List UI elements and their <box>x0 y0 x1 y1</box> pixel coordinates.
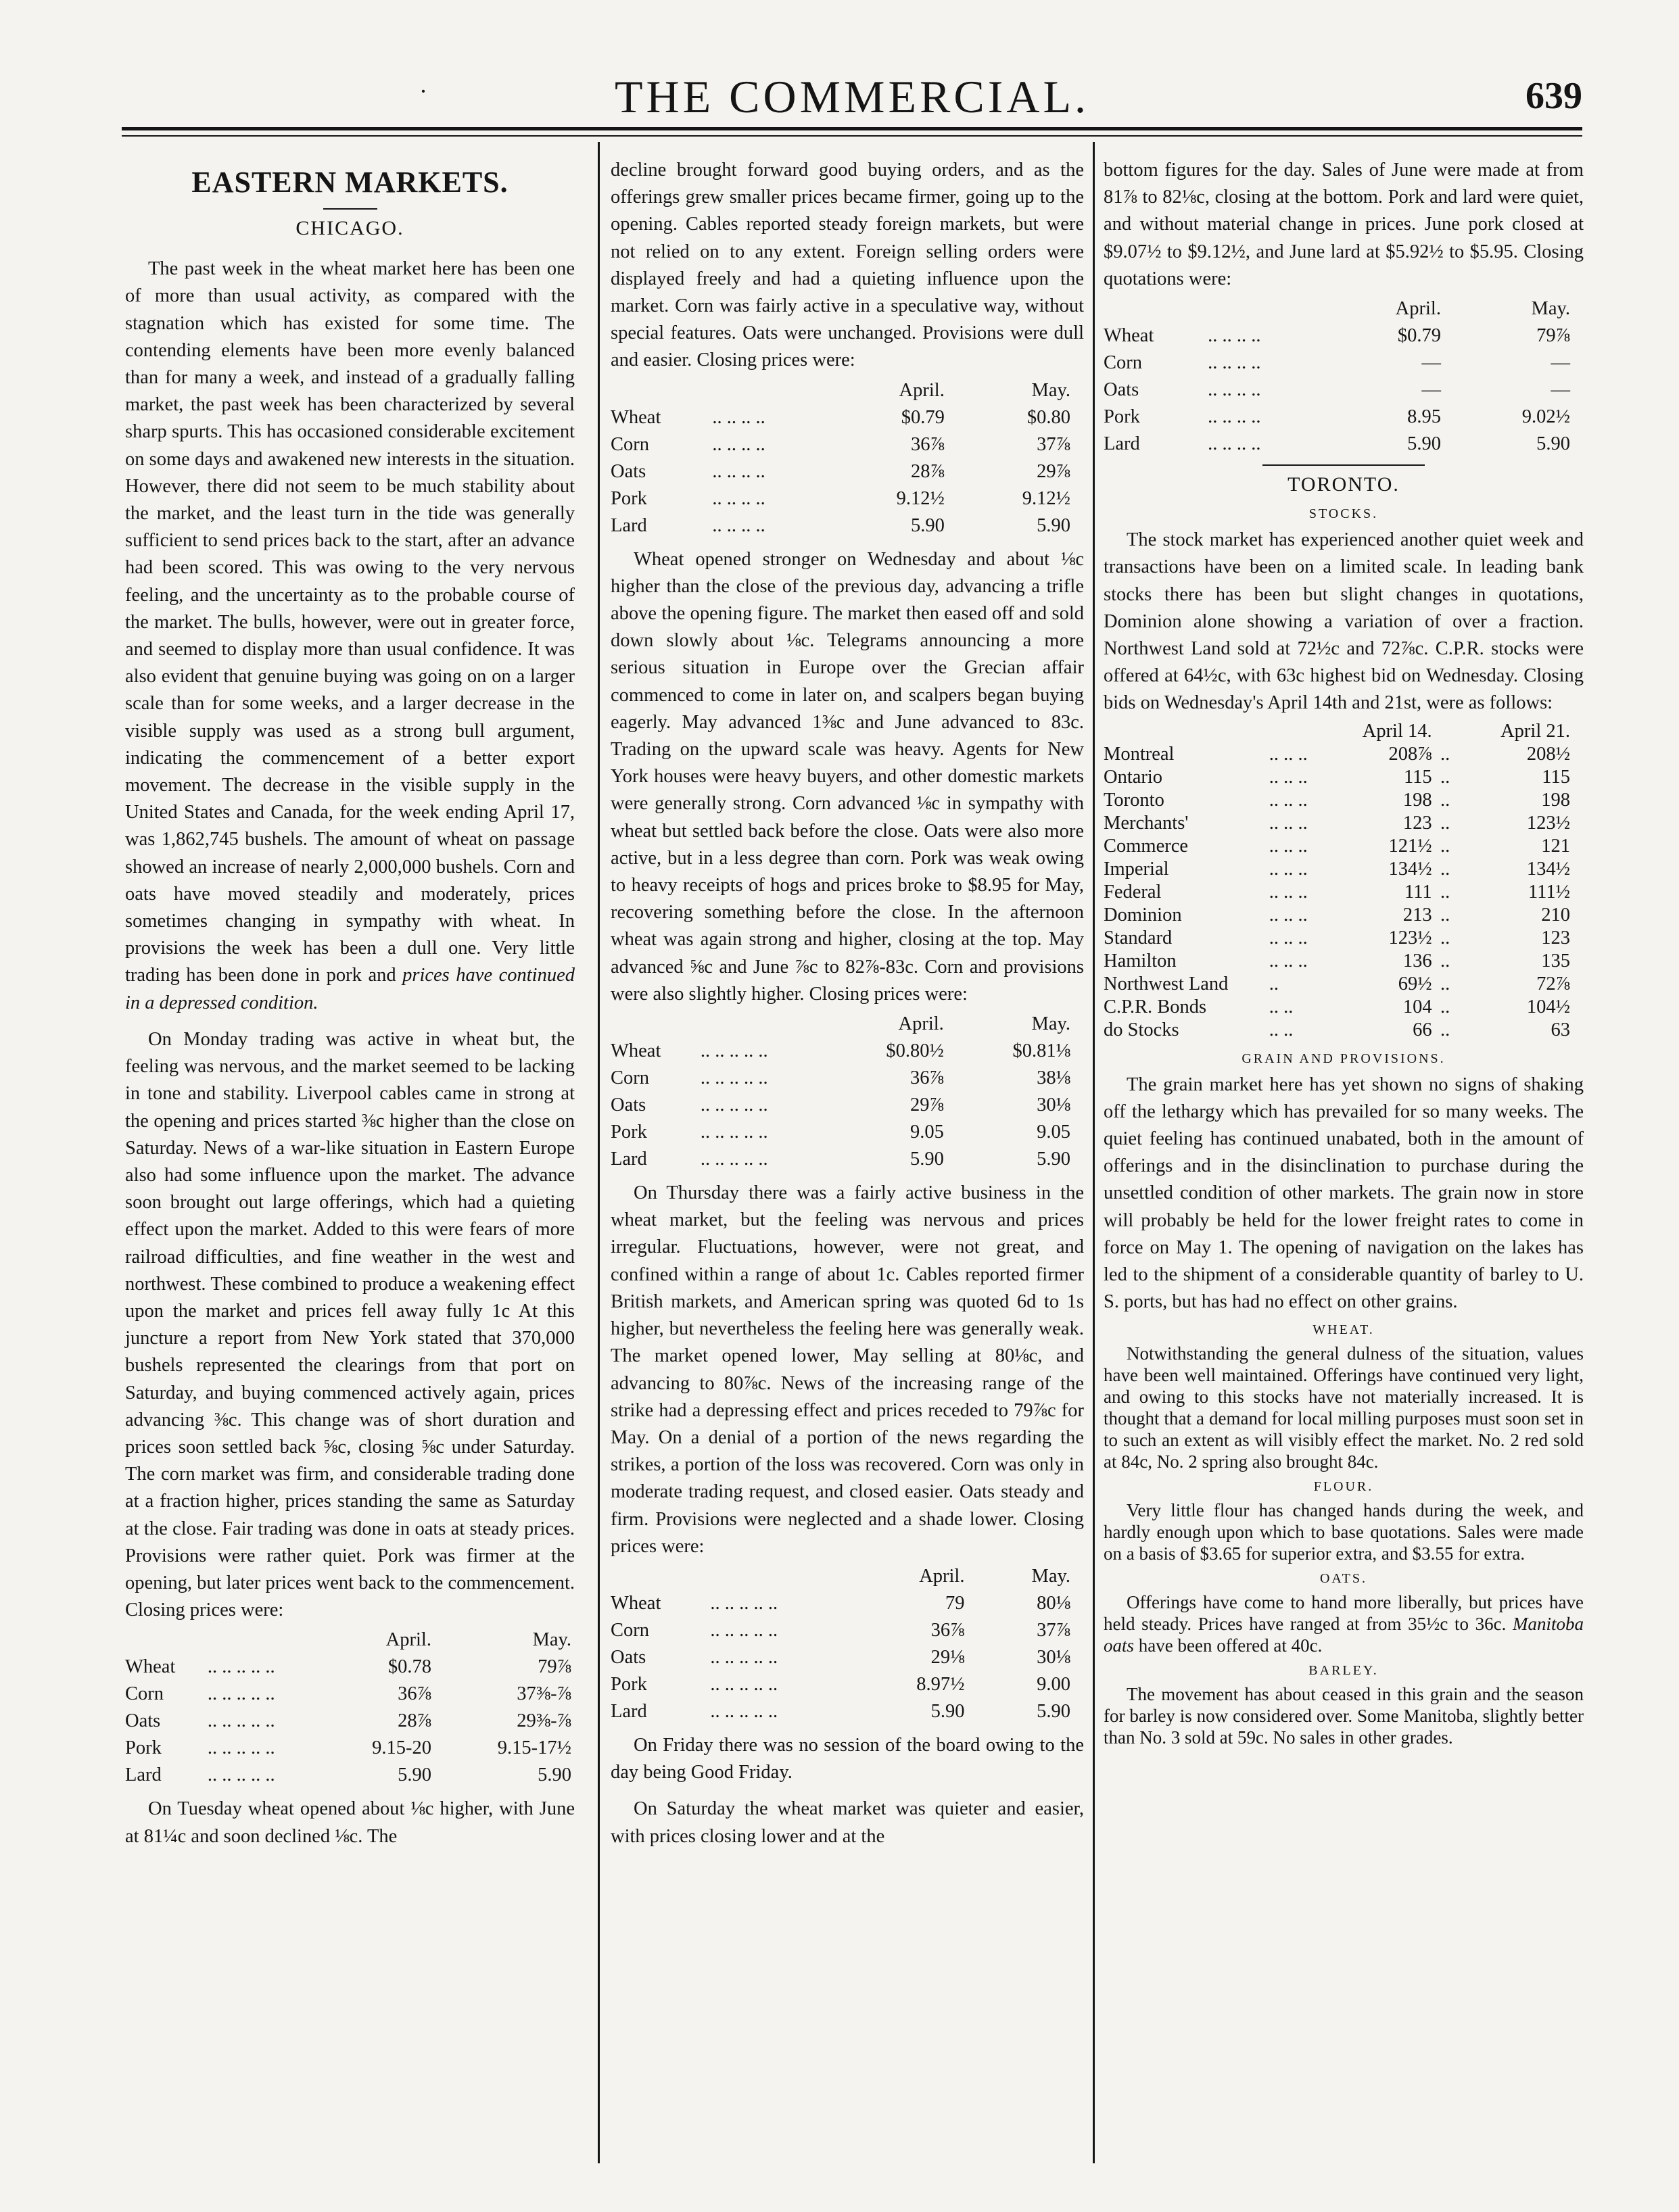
leader-dots: .. .. .. .. .. <box>710 1700 778 1722</box>
may-value: 79⅞ <box>538 1656 571 1678</box>
april-value: — <box>1421 352 1441 374</box>
leader-dots: .. .. .. .. <box>1208 406 1261 428</box>
may-value: 5.90 <box>538 1764 571 1786</box>
leader-dots: .. <box>1440 789 1450 811</box>
masthead-dot: · <box>419 78 427 105</box>
stock-name: Montreal <box>1104 743 1175 765</box>
april-21-bid: 210 <box>1541 904 1570 925</box>
leader-dots: .. .. .. <box>1269 927 1308 948</box>
table-row <box>125 1762 571 1789</box>
row-label: Lard <box>611 514 647 536</box>
column-header: April. <box>898 1013 944 1035</box>
column-header: April. <box>385 1629 431 1651</box>
april-value: 79 <box>945 1592 965 1614</box>
paragraph: Notwithstanding the general dulness of the situation, values have been well maintained. Offerings have continued very light, and owing to this stocks have not materially increased. It is thought that a demand for local milling purposes must soon set in to such an extent as will visibly effect the market. No. 2 red sold at 84c, No. 2 spring also brought 84c. <box>1104 1343 1584 1472</box>
april-21-bid: 115 <box>1542 766 1570 788</box>
leader-dots: .. <box>1440 950 1450 971</box>
column-header: April 14. <box>1362 720 1432 742</box>
leader-dots: .. <box>1440 812 1450 834</box>
row-label: Oats <box>611 1095 646 1116</box>
table-row <box>611 1038 1070 1065</box>
april-21-bid: 111½ <box>1528 881 1570 903</box>
april-value: 5.90 <box>910 514 945 536</box>
paragraph: Offerings have come to hand more liberally, but prices have held steady. Prices have ranged at from 35½c to 36c. Manitoba oats have been offered at 40c. <box>1104 1592 1584 1656</box>
stock-name: Toronto <box>1104 789 1164 811</box>
april-value: 8.97½ <box>916 1673 965 1695</box>
may-value: 79⅞ <box>1536 325 1570 347</box>
table-row <box>1104 766 1570 789</box>
april-21-bid: 123½ <box>1526 812 1570 834</box>
table-row <box>1104 835 1570 858</box>
table-row <box>611 1146 1070 1173</box>
leader-dots: .. <box>1440 996 1450 1017</box>
city-heading-toronto: TORONTO. <box>1287 473 1400 496</box>
stock-name: Ontario <box>1104 766 1163 788</box>
paragraph: On Tuesday wheat opened about ⅛c higher, with June at 81¼c and soon declined ⅛c. The <box>125 1798 575 1847</box>
april-14-bid: 134½ <box>1388 858 1432 880</box>
leader-dots: .. .. .. .. .. <box>700 1040 768 1062</box>
paragraph: The stock market has experienced another quiet week and transactions have been on a limited scale. In leading bank stocks there has been but slight changes in quotations, Dominion alone showing a variation of over a fraction. Northwest Land sold at 72½c and 72⅞c. C.P.R. stocks were offered at 64½c, with 63c highest bid on Wednesday. Closing bids on Wednesday's April 14th and 21st, were as follows: <box>1104 529 1584 714</box>
row-label: Pork <box>611 487 647 509</box>
stock-name: Dominion <box>1104 904 1182 925</box>
leader-dots: .. .. .. .. .. <box>207 1683 275 1705</box>
column-header: May. <box>1031 1565 1070 1587</box>
row-label: Pork <box>1104 406 1140 428</box>
leader-dots: .. <box>1440 881 1450 903</box>
table-row <box>1104 904 1570 927</box>
subheading-stocks: STOCKS. <box>1308 506 1379 522</box>
april-value: 5.90 <box>930 1700 965 1722</box>
leader-dots: .. .. .. .. .. <box>700 1067 768 1089</box>
table-row <box>611 1092 1070 1119</box>
paragraph: decline brought forward good buying orders, and as the offerings grew smaller prices became firmer, going up to the opening. Cables reported steady foreign markets, but were not relied on to any extent. Foreign selling orders were displayed freely and had a quieting influence upon the market. Corn was fairly active in a speculative way, without special features. Oats were unchanged. Provisions were dull and easier. Closing prices were: <box>611 160 1084 371</box>
leader-dots: .. .. .. .. .. <box>207 1656 275 1678</box>
column-3 <box>1104 157 1584 1748</box>
paragraph: Very little flour has changed hands during the week, and hardly enough upon which to base quotations. Sales were made on a basis of $3.65 for superior extra, and $3.55 for extra. <box>1104 1500 1584 1564</box>
paragraph: The grain market here has yet shown no signs of shaking off the lethargy which has prevailed for so many weeks. The quiet feeling has continued unabated, both in the amount of offerings and in the disinclination to purchase during the unsettled condition of other markets. The grain now in store will probably be held for the lower freight rates to come in force on May 1. The opening of navigation on the lakes has led to the shipment of a considerable quantity of barley to U. S. ports, but has had no effect on other grains. <box>1104 1074 1584 1313</box>
leader-dots: .. .. .. .. .. <box>710 1646 778 1668</box>
april-14-bid: 104 <box>1402 996 1432 1017</box>
leader-dots: .. .. .. .. .. <box>700 1149 768 1170</box>
may-value: 37⅜-⅞ <box>517 1683 571 1705</box>
column-rule-2 <box>1093 142 1095 2163</box>
row-label: Corn <box>611 1067 649 1089</box>
may-value: 30⅛ <box>1037 1646 1070 1668</box>
april-21-bid: 135 <box>1541 950 1570 971</box>
paragraph: On Monday trading was active in wheat but, the feeling was nervous, and the market seemed to be lacking in tone and stability. Liverpool cables came in strong at the opening and prices started ⅜c higher than the close on Saturday. News of a war-like situation in Eastern Europe also had some influence upon the market. The advance soon brought out large offerings, which had a quieting effect upon the market. Added to this were fears of more railroad difficulties, and fine weather in the west and northwest. These combined to produce a weakening effect upon the market and prices fell away fully 1c At this juncture a report from New York stated that 370,000 bushels represented the clearings from that port on Saturday, and buying commenced actively again, prices advancing ⅜c. This change was of short duration and prices soon settled back ⅝c, closing ⅝c under Saturday. The corn market was firm, and considerable trading done at a fraction higher, prices standing the same as Saturday at the close. Fair trading was done in oats at steady prices. Provisions were rather quiet. Pork was firmer at the opening, but later prices went back to the commencement. Closing prices were: <box>125 1028 575 1621</box>
column-2 <box>611 157 1084 1850</box>
table-row <box>1104 431 1570 458</box>
leader-dots: .. .. .. .. .. <box>700 1095 768 1116</box>
column-1 <box>125 157 575 1850</box>
may-value: — <box>1551 352 1570 374</box>
april-value: 8.95 <box>1407 406 1441 428</box>
closing-prices-table <box>125 1627 571 1789</box>
section-rule <box>1262 464 1425 466</box>
heading-rule <box>323 208 377 210</box>
may-value: 9.05 <box>1037 1122 1070 1143</box>
april-value: 36⅞ <box>398 1683 431 1705</box>
may-value: 37⅞ <box>1037 1619 1070 1641</box>
table-row <box>611 485 1070 512</box>
paragraph: Wheat opened stronger on Wednesday and about ⅛c higher than the close of the previous day, advancing a trifle above the opening figure. The market then eased off and sold down slowly about ⅛c. Telegrams announcing a more serious situation in Europe over the Grecian affair commenced to come in later on, and scalpers began buying eagerly. May advanced 1⅜c and June advanced to 83c. Trading on the upward scale was heavy. Agents for New York houses were heavy buyers, and other domestic markets were generally strong. Corn advanced ⅛c in sympathy with wheat but settled back before the close. Oats were also more active, but in a less degree than corn. Pork was weak owing to heavy receipts of hogs and prices broke to $8.95 for May, recovering something before the close. In the afternoon wheat was again strong and higher, closing at the top. May advanced ⅝c and June ⅞c to 82⅞-83c. Corn and provisions were also slightly higher. Closing prices were: <box>611 548 1084 1005</box>
table-row <box>611 512 1070 539</box>
column-header: April 21. <box>1500 720 1570 742</box>
april-value: 29⅛ <box>930 1646 965 1668</box>
subheading-wheat: WHEAT. <box>1313 1322 1375 1338</box>
leader-dots: .. <box>1440 835 1450 857</box>
table-row <box>1104 322 1570 350</box>
april-21-bid: 72⅞ <box>1536 973 1570 994</box>
row-label: Wheat <box>611 1040 661 1062</box>
leader-dots: .. .. .. .. .. <box>710 1619 778 1641</box>
stock-name: Merchants' <box>1104 812 1189 834</box>
table-row <box>611 404 1070 431</box>
row-label: Corn <box>1104 352 1142 374</box>
table-row <box>611 431 1070 458</box>
closing-prices-table <box>611 377 1070 539</box>
table-row <box>125 1681 571 1708</box>
column-header: May. <box>532 1629 571 1651</box>
table-row <box>611 1590 1070 1617</box>
table-row <box>611 1119 1070 1146</box>
may-value: 9.00 <box>1037 1673 1070 1695</box>
table-row <box>1104 350 1570 377</box>
leader-dots: .. .. .. <box>1269 858 1308 880</box>
closing-prices-table <box>611 1011 1070 1173</box>
april-value: 5.90 <box>909 1149 944 1170</box>
stock-name: Standard <box>1104 927 1173 948</box>
leader-dots: .. .. .. .. <box>1208 433 1261 455</box>
table-row <box>1104 789 1570 812</box>
row-label: Pork <box>125 1737 162 1759</box>
april-value: 28⅞ <box>910 460 945 482</box>
leader-dots: .. .. .. .. <box>1208 325 1261 347</box>
leader-dots: .. <box>1440 927 1450 948</box>
row-label: Oats <box>611 460 646 482</box>
leader-dots: .. <box>1440 904 1450 925</box>
table-row <box>1104 996 1570 1019</box>
april-14-bid: 111 <box>1404 881 1432 903</box>
column-header: April. <box>1395 298 1441 320</box>
april-14-bid: 115 <box>1403 766 1432 788</box>
closing-prices-table <box>611 1563 1070 1725</box>
paragraph: On Friday there was no session of the board owing to the day being Good Friday. <box>611 1734 1084 1783</box>
leader-dots: .. .. .. .. .. <box>207 1764 275 1786</box>
may-value: 9.12½ <box>1022 487 1070 509</box>
table-row <box>611 1698 1070 1725</box>
april-value: 36⅞ <box>910 433 945 455</box>
row-label: Wheat <box>611 1592 661 1614</box>
leader-dots: .. .. .. <box>1269 835 1308 857</box>
leader-dots: .. .. .. <box>1269 766 1308 788</box>
paragraph: On Thursday there was a fairly active business in the wheat market, but the feeling was nervous and prices irregular. Fluctuations, however, were not great, and confined within a range of about 1c. Cables reported firmer British markets, and American spring was quoted 6d to 1s higher, but nevertheless the feeling here was generally weak. The market opened lower, May selling at 80⅛c, and advancing to 80⅞c. News of the increasing range of the strike had a depressing effect and prices receded to 79⅞c for May. On a denial of a portion of the news regarding the strikes, a portion of the loss was recovered. Corn was only in moderate trading request, and closed easier. Oats steady and firm. Provisions were neglected and a shade lower. Closing prices were: <box>611 1182 1084 1557</box>
leader-dots: .. <box>1440 1019 1450 1040</box>
row-label: Wheat <box>1104 325 1154 347</box>
table-row <box>611 458 1070 485</box>
row-label: Wheat <box>125 1656 176 1678</box>
april-14-bid: 208⅞ <box>1388 743 1432 765</box>
april-value: $0.79 <box>1397 325 1441 347</box>
row-label: Corn <box>611 1619 649 1641</box>
row-label: Oats <box>1104 379 1139 401</box>
row-label: Corn <box>611 433 649 455</box>
subheading-flour: FLOUR. <box>1313 1479 1374 1495</box>
row-label: Oats <box>125 1710 161 1732</box>
april-value: $0.78 <box>387 1656 431 1678</box>
stock-bids-table <box>1104 720 1570 1042</box>
may-value: 29⅜-⅞ <box>517 1710 571 1732</box>
leader-dots: .. <box>1440 743 1450 765</box>
table-header-row <box>611 1563 1070 1590</box>
table-row <box>1104 812 1570 835</box>
leader-dots: .. .. .. <box>1269 789 1308 811</box>
april-21-bid: 198 <box>1541 789 1570 811</box>
leader-dots: .. .. .. .. <box>712 514 765 536</box>
april-value: 5.90 <box>398 1764 431 1786</box>
april-value: $0.79 <box>901 406 945 428</box>
section-heading: EASTERN MARKETS. <box>191 166 509 199</box>
table-row <box>1104 377 1570 404</box>
table-row <box>611 1671 1070 1698</box>
table-row <box>1104 404 1570 431</box>
page-number: 639 <box>1526 75 1582 117</box>
row-label: Pork <box>611 1122 647 1143</box>
stock-name: Federal <box>1104 881 1162 903</box>
may-value: 5.90 <box>1536 433 1570 455</box>
stock-name: Northwest Land <box>1104 973 1229 994</box>
table-header-row <box>611 1011 1070 1038</box>
table-row <box>611 1065 1070 1092</box>
leader-dots: .. .. .. .. <box>712 433 765 455</box>
april-value: 5.90 <box>1407 433 1441 455</box>
leader-dots: .. .. <box>1269 1019 1294 1040</box>
may-value: 37⅞ <box>1037 433 1070 455</box>
april-value: 29⅞ <box>909 1095 944 1116</box>
paragraph: The past week in the wheat market here has been one of more than usual activity, as compared with the stagnation which has existed for some time. The contending elements have been more evenly balanced than for many a week, and instead of a gradually falling market, the past week has been characterized by several sharp spurts. This has occasioned considerable excitement on some days and awakened new interests in the situation. However, there did not seem to be much stability about the market, and the least turn in the tide was generally sufficient to send prices back to the start, after an advance had been scored. This was owing to the very nervous feeling, and the uncertainty as to the probable course of the market. The bulls, however, were out in greater force, and seemed to display more than usual confidence. It was also evident that genuine buying was going on on a larger scale than for some weeks, and a larger decrease in the visible supply was used as a strong bull argument, indicating the commencement of a better export movement. The decrease in the visible supply in the United States and Canada, for the week ending April 17, was 1,862,745 bushels. The amount of wheat on passage showed an increase of nearly 2,000,000 bushels. Corn and oats have moved steadily and moderately, prices sometimes changing in sympathy with wheat. In provisions the week has been a dull one. Very little trading has been done in pork and prices have continued in a depressed condition. <box>125 258 575 1013</box>
april-21-bid: 104½ <box>1526 996 1570 1017</box>
may-value: — <box>1551 379 1570 401</box>
paragraph: bottom figures for the day. Sales of June were made at from 81⅞ to 82⅛c, closing at the bottom. Pork and lard were quiet, and without material change in prices. June pork closed at $9.07½ to $9.12½, and June lard at $5.92½ to $5.95. Closing quotations were: <box>1104 160 1584 289</box>
leader-dots: .. .. .. <box>1269 812 1308 834</box>
header-rule-thick <box>122 127 1582 130</box>
may-value: 80⅛ <box>1037 1592 1070 1614</box>
leader-dots: .. .. .. .. <box>1208 352 1261 374</box>
paragraph: The movement has about ceased in this grain and the season for barley is now considered over. Some Manitoba, slightly better than No. 3 sold at 59c. No sales in other grades. <box>1104 1684 1584 1748</box>
stock-name: Imperial <box>1104 858 1169 880</box>
row-label: Oats <box>611 1646 646 1668</box>
stock-name: do Stocks <box>1104 1019 1179 1040</box>
april-14-bid: 198 <box>1402 789 1432 811</box>
leader-dots: .. .. .. .. .. <box>710 1592 778 1614</box>
stock-name: C.P.R. Bonds <box>1104 996 1207 1017</box>
table-row <box>125 1708 571 1735</box>
table-header-row <box>611 377 1070 404</box>
april-21-bid: 123 <box>1541 927 1570 948</box>
leader-dots: .. <box>1440 766 1450 788</box>
leader-dots: .. .. .. <box>1269 881 1308 903</box>
column-header: April. <box>899 379 945 401</box>
table-row <box>125 1654 571 1681</box>
leader-dots: .. <box>1440 973 1450 994</box>
may-value: 5.90 <box>1037 1149 1070 1170</box>
leader-dots: .. <box>1440 858 1450 880</box>
leader-dots: .. .. .. .. <box>712 487 765 509</box>
april-14-bid: 136 <box>1402 950 1432 971</box>
subheading-grain-provisions: GRAIN AND PROVISIONS. <box>1241 1051 1446 1066</box>
april-value: 9.15-20 <box>372 1737 431 1759</box>
table-row <box>1104 927 1570 950</box>
leader-dots: .. .. .. .. <box>712 406 765 428</box>
table-header-row <box>1104 720 1570 743</box>
april-value: 36⅞ <box>909 1067 944 1089</box>
leader-dots: .. .. .. .. .. <box>207 1737 275 1759</box>
may-value: $0.81⅛ <box>1012 1040 1070 1062</box>
leader-dots: .. .. .. <box>1269 904 1308 925</box>
table-row <box>1104 950 1570 973</box>
april-value: $0.80½ <box>886 1040 944 1062</box>
april-21-bid: 208½ <box>1526 743 1570 765</box>
newspaper-title: THE COMMERCIAL. <box>614 71 1090 122</box>
leader-dots: .. .. .. <box>1269 950 1308 971</box>
april-value: 9.05 <box>909 1122 944 1143</box>
april-value: 9.12½ <box>896 487 945 509</box>
header-rule-thin <box>122 135 1582 137</box>
april-21-bid: 121 <box>1541 835 1570 857</box>
row-label: Lard <box>1104 433 1140 455</box>
table-row <box>1104 1019 1570 1042</box>
leader-dots: .. .. .. .. .. <box>700 1122 768 1143</box>
may-value: 5.90 <box>1037 1700 1070 1722</box>
may-value: 5.90 <box>1037 514 1070 536</box>
april-14-bid: 213 <box>1402 904 1432 925</box>
city-heading-chicago: CHICAGO. <box>295 217 404 239</box>
closing-quotations-table <box>1104 295 1570 458</box>
april-14-bid: 121½ <box>1388 835 1432 857</box>
masthead <box>122 70 1582 131</box>
april-14-bid: 123½ <box>1388 927 1432 948</box>
april-14-bid: 123 <box>1402 812 1432 834</box>
april-14-bid: 69½ <box>1398 973 1432 994</box>
leader-dots: .. .. .. .. .. <box>207 1710 275 1732</box>
leader-dots: .. .. .. .. <box>1208 379 1261 401</box>
may-value: 9.02½ <box>1521 406 1570 428</box>
leader-dots: .. .. .. <box>1269 743 1308 765</box>
column-rule-1 <box>598 142 600 2163</box>
table-row <box>1104 858 1570 881</box>
may-value: 9.15-17½ <box>497 1737 571 1759</box>
april-value: 36⅞ <box>930 1619 965 1641</box>
row-label: Lard <box>125 1764 162 1786</box>
april-21-bid: 63 <box>1551 1019 1570 1040</box>
row-label: Pork <box>611 1673 647 1695</box>
table-row <box>125 1735 571 1762</box>
may-value: 29⅞ <box>1037 460 1070 482</box>
subheading-oats: OATS. <box>1319 1571 1367 1587</box>
row-label: Corn <box>125 1683 164 1705</box>
leader-dots: .. .. .. .. .. <box>710 1673 778 1695</box>
table-header-row <box>1104 295 1570 322</box>
stock-name: Hamilton <box>1104 950 1177 971</box>
leader-dots: .. <box>1269 973 1279 994</box>
table-header-row <box>125 1627 571 1654</box>
row-label: Lard <box>611 1149 647 1170</box>
stock-name: Commerce <box>1104 835 1189 857</box>
april-21-bid: 134½ <box>1526 858 1570 880</box>
column-header: May. <box>1031 379 1070 401</box>
leader-dots: .. .. .. .. <box>712 460 765 482</box>
table-row <box>1104 743 1570 766</box>
table-row <box>611 1644 1070 1671</box>
april-value: — <box>1421 379 1441 401</box>
column-header: May. <box>1531 298 1570 320</box>
may-value: 38⅛ <box>1037 1067 1070 1089</box>
table-row <box>1104 881 1570 904</box>
april-14-bid: 66 <box>1413 1019 1432 1040</box>
table-row <box>1104 973 1570 996</box>
row-label: Lard <box>611 1700 647 1722</box>
row-label: Wheat <box>611 406 661 428</box>
column-header: May. <box>1031 1013 1070 1035</box>
may-value: 30⅛ <box>1037 1095 1070 1116</box>
subheading-barley: BARLEY. <box>1308 1663 1379 1679</box>
leader-dots: .. .. <box>1269 996 1294 1017</box>
table-row <box>611 1617 1070 1644</box>
column-header: April. <box>919 1565 965 1587</box>
may-value: $0.80 <box>1026 406 1070 428</box>
april-value: 28⅞ <box>398 1710 431 1732</box>
paragraph: On Saturday the wheat market was quieter and easier, with prices closing lower and at the <box>611 1798 1084 1847</box>
